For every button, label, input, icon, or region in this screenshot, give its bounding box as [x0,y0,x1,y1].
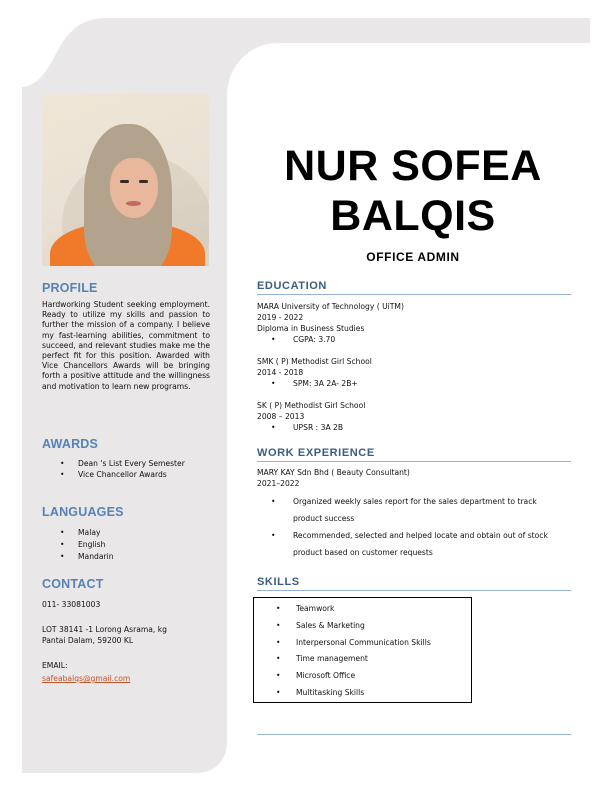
name-line1: NUR SOFEA [284,142,542,190]
education-heading: EDUCATION [257,280,571,295]
education-bullet: • CGPA: 3.70 [271,335,335,346]
education-program: Diploma in Business Studies [257,324,365,333]
work-bullets [271,493,565,561]
work-company: MARY KAY Sdn Bhd ( Beauty Consultant) [257,468,410,477]
skills-box [253,597,472,703]
language-item: • Malay [60,527,114,539]
name-line2: BALQIS [330,192,496,240]
skill-item: • Sales & Marketing [276,618,431,635]
skill-item: • Interpersonal Communication Skills [276,635,431,652]
education-school: MARA University of Technology ( UiTM) [257,302,404,311]
contact-address-line1: LOT 38141 -1 Lorong Asrama, kg [42,625,167,634]
profile-heading: PROFILE [42,281,98,295]
contact-email-label: EMAIL: [42,661,68,670]
skill-item: • Microsoft Office [276,668,431,685]
contact-address-line2: Pantai Dalam, 59200 KL [42,636,134,645]
work-bullet: • Recommended, selected and helped locate and obtain out of stock product based on customer requests [271,527,565,561]
awards-list [60,459,185,481]
award-item: • Vice Chancellor Awards [60,470,185,481]
education-bullets [271,335,335,346]
skill-item: • Multitasking Skills [276,685,431,702]
education-bullet: • UPSR : 3A 2B [271,423,343,434]
education-bullets [271,379,358,390]
contact-heading: CONTACT [42,577,104,591]
job-title: OFFICE ADMIN [366,250,460,264]
language-item: • Mandarin [60,551,114,563]
skill-item: • Time management [276,651,431,668]
awards-heading: AWARDS [42,437,99,451]
education-years: 2019 - 2022 [257,313,304,322]
skills-heading: SKILLS [257,576,571,591]
education-school: SK ( P) Methodist Girl School [257,401,366,410]
education-bullet: • SPM: 3A 2A- 2B+ [271,379,358,390]
contact-email-link[interactable]: safeabalqs@gmail.com [42,674,131,683]
profile-photo [42,94,209,266]
work-years: 2021–2022 [257,479,300,488]
contact-phone: 011- 33081003 [42,600,101,609]
education-school: SMK ( P) Methodist Girl School [257,357,372,366]
skill-item: • Teamwork [276,601,431,618]
skills-list [276,601,431,702]
education-bullets [271,423,343,434]
profile-text: Hardworking Student seeking employment. Ready to utilize my skills and passion to further the mission of a company. I believe my fast-learning abilities, commitment to succeed, and relevant studies make me the perfect fit for this position. Awarded with Vice Chancellors Awards will be bringing forth a positive attitude and the willingness and motivation to learn new programs. [42,300,210,391]
languages-heading: LANGUAGES [42,505,124,519]
work-bullet: • Organized weekly sales report for the sales department to track product success [271,493,565,527]
work-heading: WORK EXPERIENCE [257,447,571,462]
languages-list [60,527,114,564]
education-years: 2014 - 2018 [257,368,304,377]
language-item: • English [60,539,114,551]
education-years: 2008 – 2013 [257,412,305,421]
bottom-divider [257,734,571,735]
award-item: • Dean 's List Every Semester [60,459,185,470]
